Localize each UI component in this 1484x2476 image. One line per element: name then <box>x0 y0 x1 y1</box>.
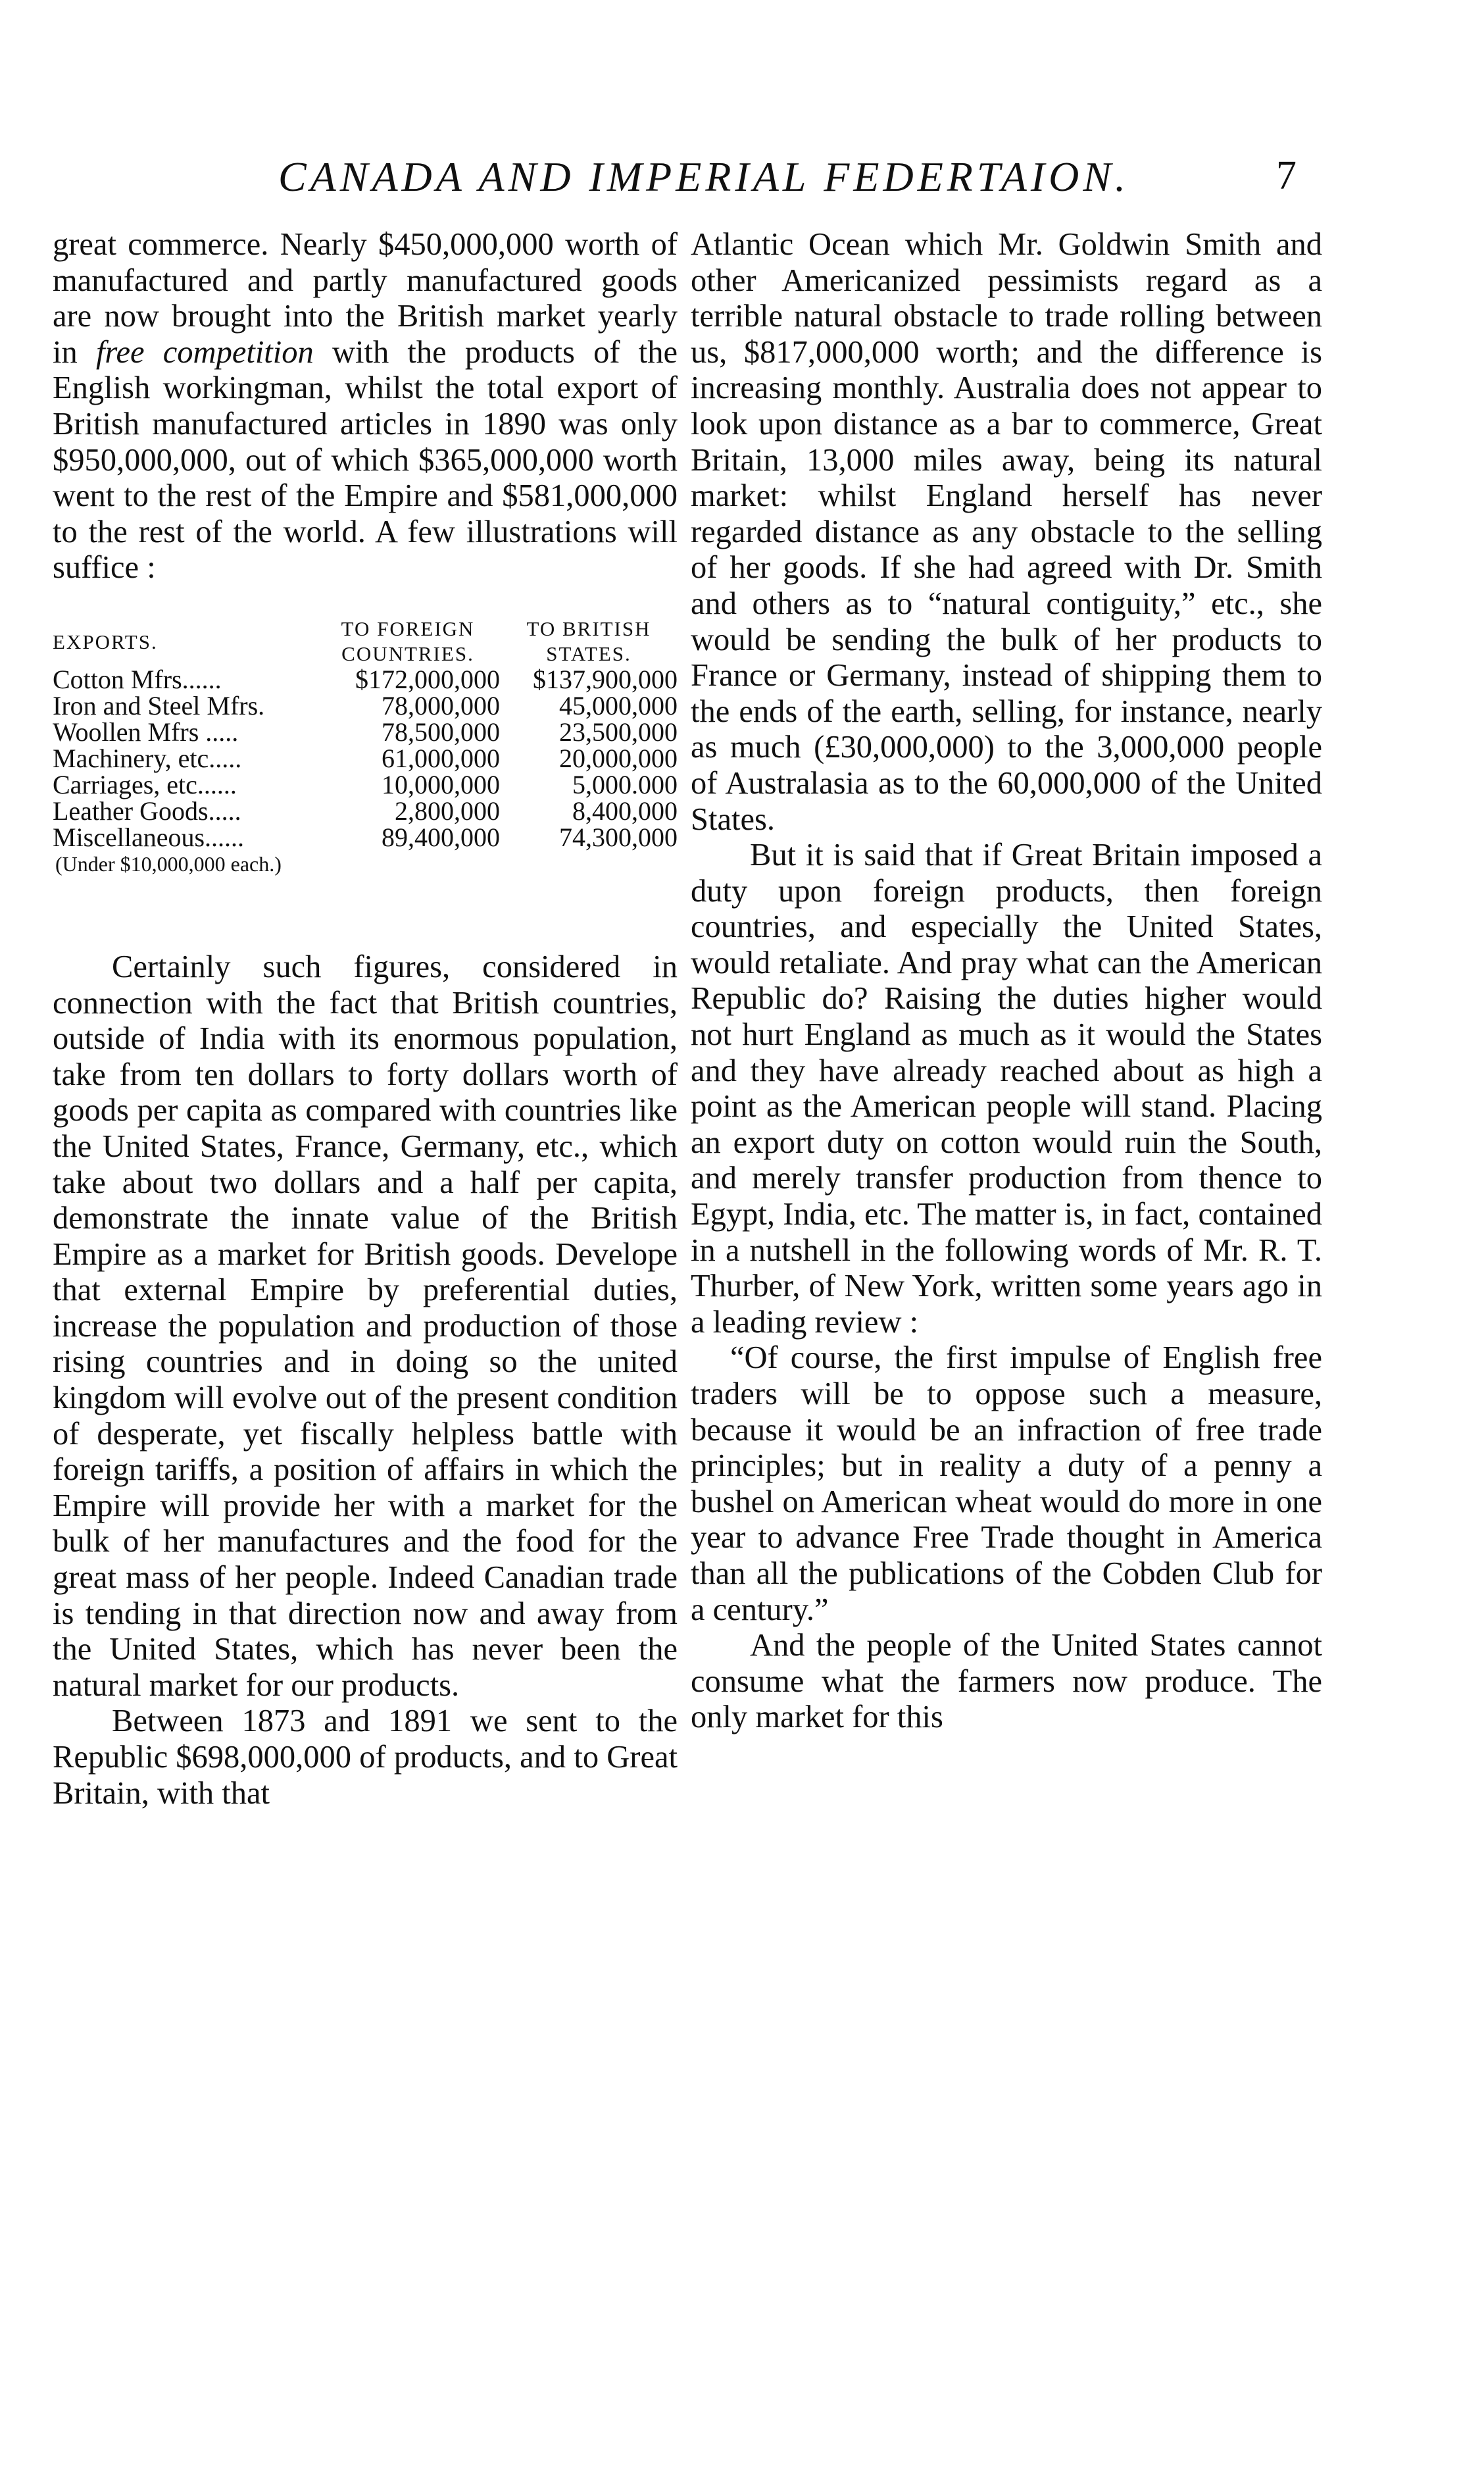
row-category: Iron and Steel Mfrs. <box>53 690 265 720</box>
col-header-exports: EXPORTS. <box>53 630 158 653</box>
spacer <box>53 877 678 949</box>
row-foreign: 78,000,000 <box>382 690 500 720</box>
row-foreign: 10,000,000 <box>382 769 500 799</box>
col-header-british: TO BRITISH STATES. <box>526 617 651 665</box>
row-category: Woollen Mfrs ..... <box>53 717 239 747</box>
row-category: Leather Goods..... <box>53 796 241 826</box>
paragraph-text: great commerce. Nearly $450,000,000 worth of manufactured and partly manufactured goods are now brought into the British market yearly in <box>53 227 678 370</box>
paragraph: Certainly such figures, considered in connection with the fact that British countries, outside of India with its enormous population, take from ten dollars to forty dollars worth of goods per capita as compared with countries like the United States, France, Germany, etc., which take about two dollars and a half per capita, demonstrate the innate value of the British Empire as a market for British goods. Develope that external Empire by preferential duties, increase the population and production of those rising countries and in doing so the united kingdom will evolve out of the present condition of desperate, yet fiscally helpless battle with foreign tariffs, a position of affairs in which the Empire will provide her with a market for the bulk of her manufactures and the food for the great mass of her people. Indeed Canadian trade is tending in that direction now and away from the United States, which has never been the natural market for our products. <box>53 949 678 1703</box>
left-column <box>53 227 678 1811</box>
paragraph: But it is said that if Great Britain imposed a duty upon foreign products, then foreign countries, and especially the United States, would retaliate. And pray what can the American Republic do? Raising the duties higher would not hurt England as much as it would the States and they have already reached about as high a point as the American people will stand. Placing an export duty on cotton would ruin the South, and merely transfer production from thence to Egypt, India, etc. The matter is, in fact, contained in a nutshell in the following words of Mr. R. T. Thurber, of New York, written some years ago in a leading review : <box>691 838 1322 1340</box>
running-title: CANADA AND IMPERIAL FEDERTAION. <box>278 153 1130 200</box>
row-british: 74,300,000 <box>559 822 678 852</box>
table-note: (Under $10,000,000 each.) <box>55 851 282 876</box>
table-row <box>53 693 678 719</box>
row-foreign: 61,000,000 <box>382 743 500 773</box>
table-row <box>53 745 678 772</box>
row-british: 45,000,000 <box>559 690 678 720</box>
row-category: Miscellaneous...... <box>53 822 245 852</box>
right-column <box>691 227 1322 1736</box>
row-foreign: $172,000,000 <box>355 664 500 694</box>
exports-table <box>53 617 678 851</box>
paragraph <box>53 227 678 586</box>
row-british: 5,000.000 <box>572 769 678 799</box>
table-row <box>53 667 678 693</box>
running-head <box>0 153 1484 205</box>
exports-table-block <box>53 586 678 877</box>
table-header-row <box>53 617 678 667</box>
emphasis-text: free competition <box>95 334 314 370</box>
table-row <box>53 772 678 798</box>
row-category: Carriages, etc...... <box>53 769 237 799</box>
row-foreign: 2,800,000 <box>395 796 500 826</box>
row-category: Cotton Mfrs...... <box>53 664 222 694</box>
table-row <box>53 798 678 824</box>
quotation: “Of course, the first impulse of English free traders will be to oppose such a measure, because it would be an infraction of free trade principles; but in reality a duty of a penny a bushel on American wheat would do more in one year to advance Free Trade thought in America than all the publications of the Cobden Club for a century.” <box>691 1340 1322 1627</box>
row-foreign: 89,400,000 <box>382 822 500 852</box>
row-british: 20,000,000 <box>559 743 678 773</box>
paragraph-text: with the products of the English workingman, whilst the total export of British manufactured articles in 1890 was only $950,000,000, out of which $365,000,000 worth went to the rest of the Empire and $581,000,000 to the rest of the world. A few illustrations will suffice : <box>53 334 678 586</box>
row-british: $137,900,000 <box>533 664 678 694</box>
table-row <box>53 824 678 851</box>
paragraph: And the people of the United States cannot consume what the farmers now produce. The only market for this <box>691 1628 1322 1735</box>
row-british: 8,400,000 <box>572 796 678 826</box>
page-number: 7 <box>1276 153 1297 198</box>
row-category: Machinery, etc..... <box>53 743 242 773</box>
row-british: 23,500,000 <box>559 717 678 747</box>
row-foreign: 78,500,000 <box>382 717 500 747</box>
paragraph: Atlantic Ocean which Mr. Goldwin Smith and other Americanized pessimists regard as a terrible natural obstacle to trade rolling between us, $817,000,000 worth; and the difference is increasing monthly. Australia does not appear to look upon distance as a bar to commerce, Great Britain, 13,000 miles away, being its natural market: whilst England herself has never regarded distance as any obstacle to the selling of her goods. If she had agreed with Dr. Smith and others as to “natural contiguity,” etc., she would be sending the bulk of her products to France or Germany, instead of shipping them to the ends of the earth, selling, for instance, nearly as much (£30,000,000) to the 3,000,000 people of Australasia as to the 60,000,000 of the United States. <box>691 227 1322 837</box>
paragraph: Between 1873 and 1891 we sent to the Republic $698,000,000 of products, and to Great Britain, with that <box>53 1704 678 1811</box>
table-row <box>53 719 678 745</box>
col-header-foreign: TO FOREIGN COUNTRIES. <box>341 617 475 665</box>
